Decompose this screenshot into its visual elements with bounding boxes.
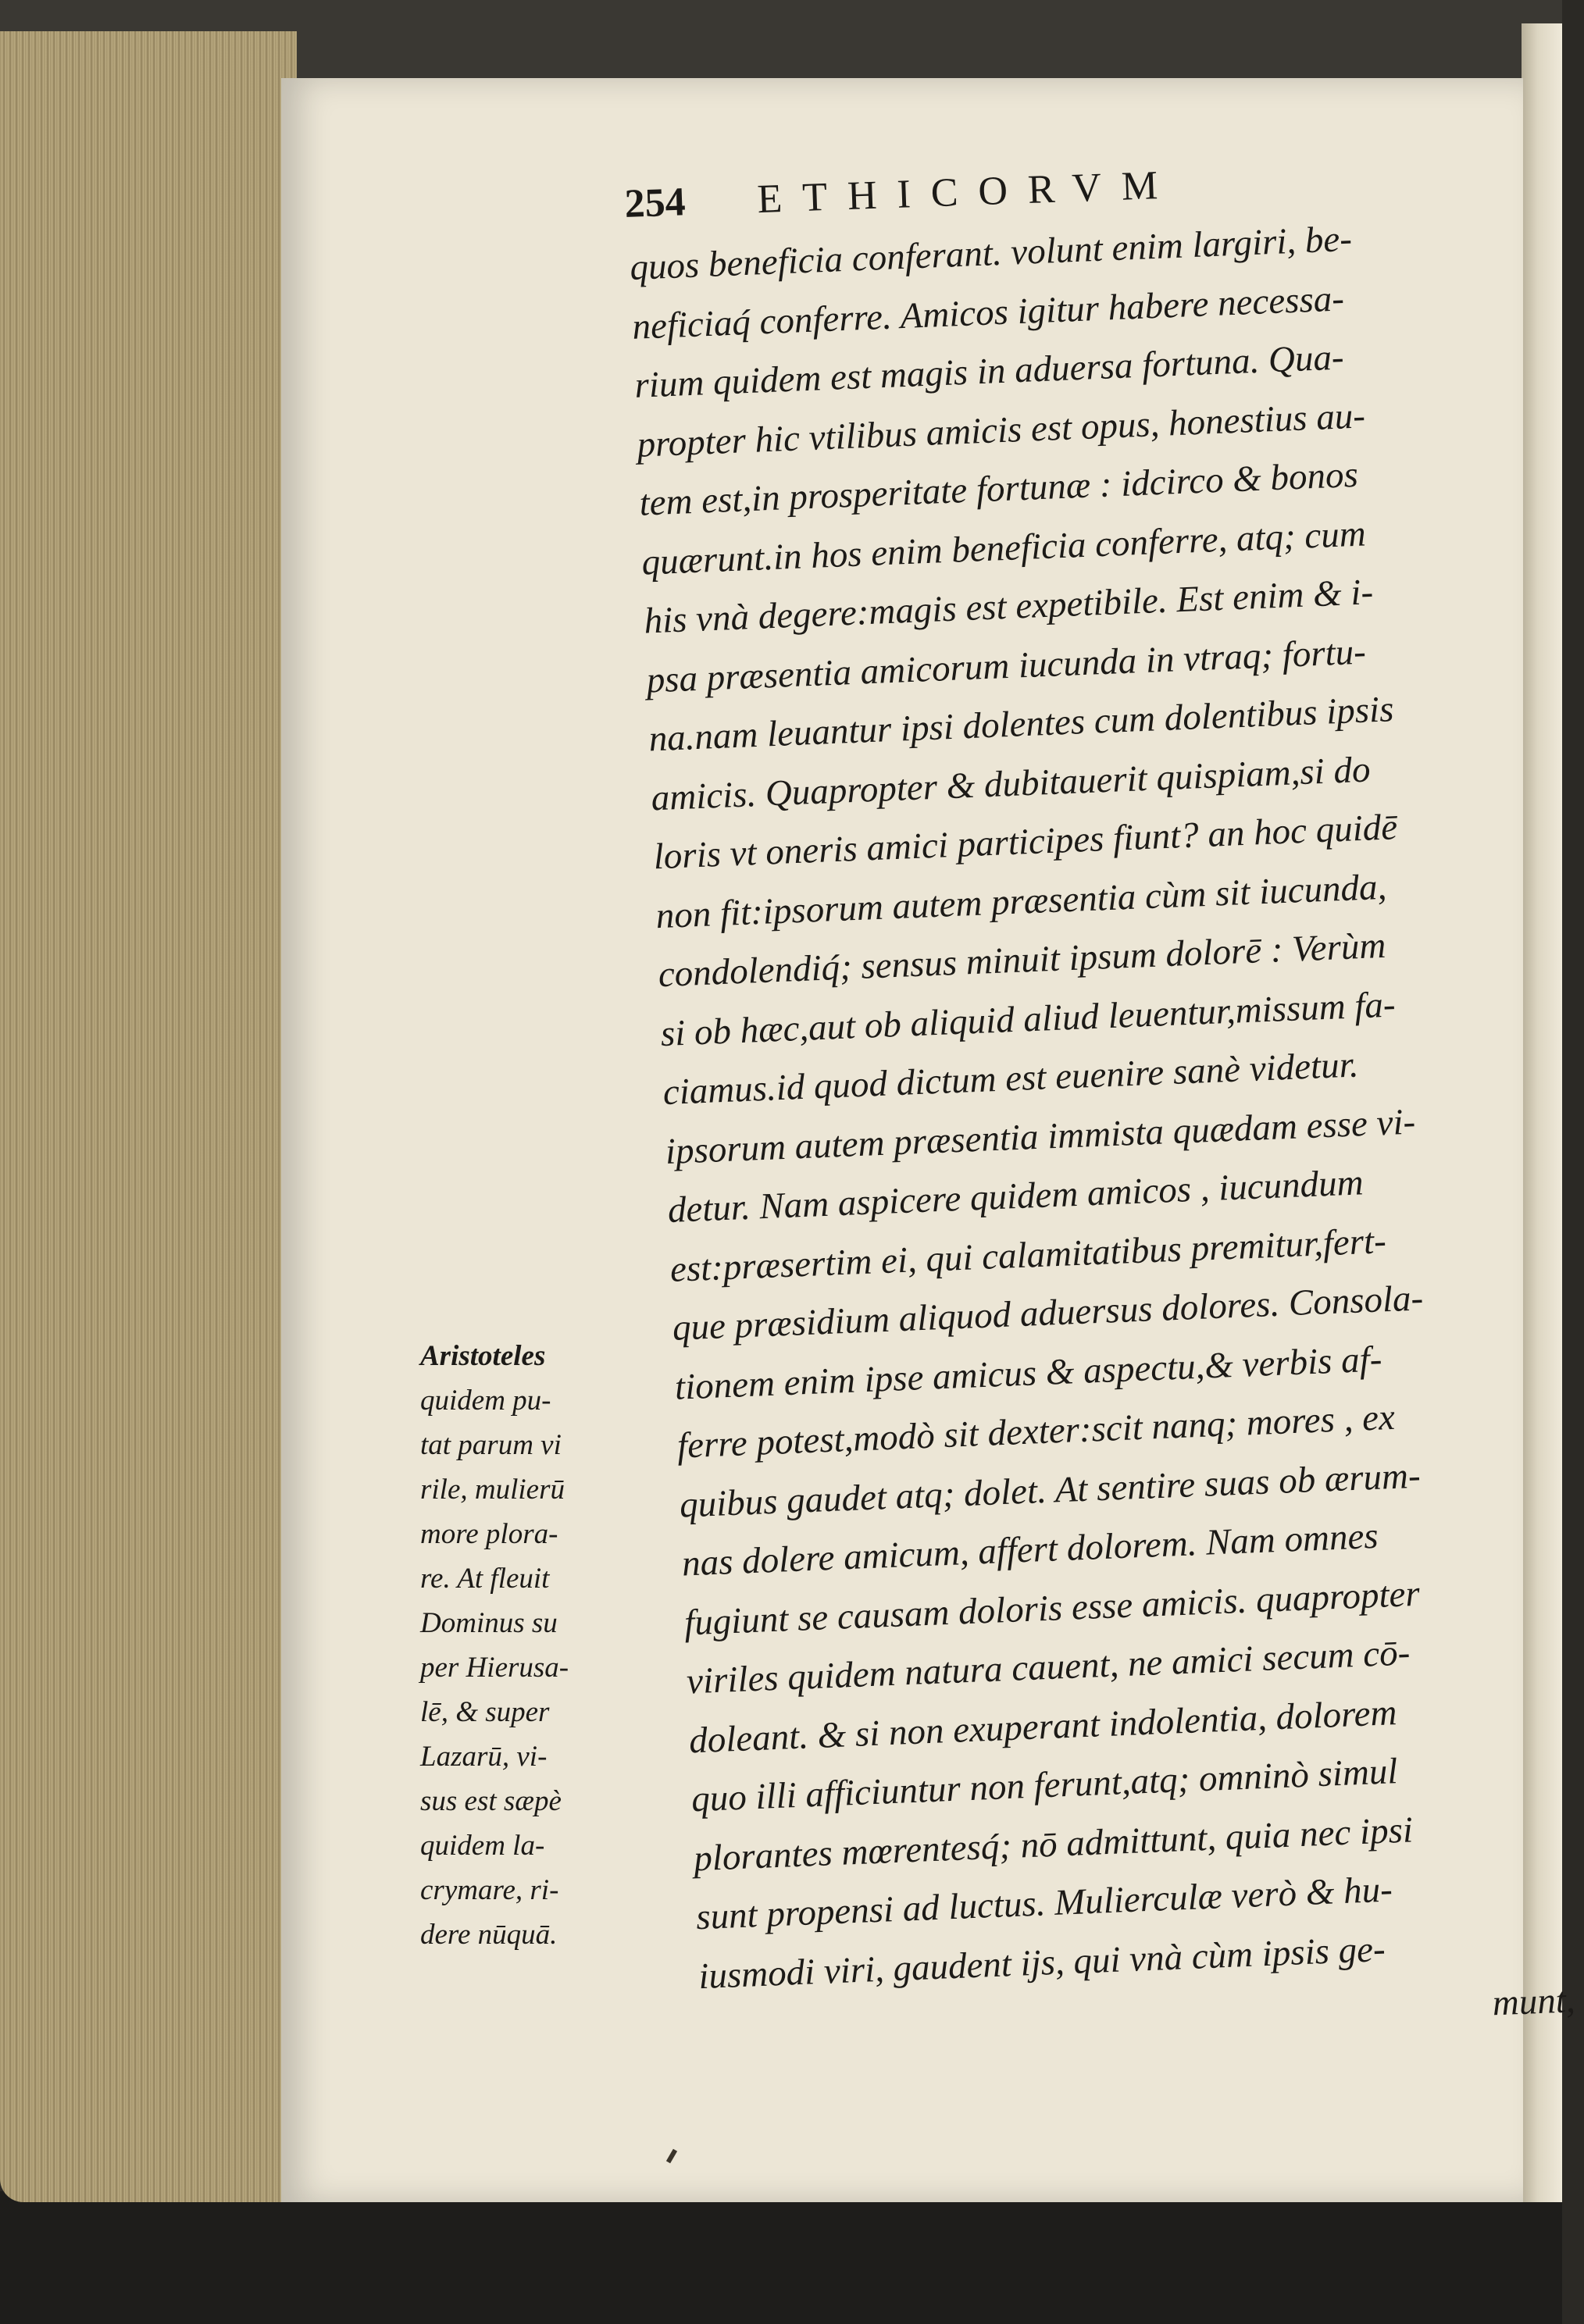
text-line: neficiaq́ conferre. Amicos igitur habere necessa- bbox=[631, 277, 1345, 348]
text-line: quo illi afficiuntur non ferunt,atq; omninò simul bbox=[690, 1751, 1399, 1820]
text-line: non fit:ipsorum autem præsentia cùm sit iucunda, bbox=[655, 866, 1388, 936]
text-line: condolendiq́; sensus minuit ipsum dolorē : Verùm bbox=[657, 925, 1387, 996]
margin-note-line: Dominus su bbox=[420, 1607, 558, 1639]
page-number: 254 bbox=[623, 180, 687, 226]
text-line: his vnà degere:magis est expetibile. Est enim & i- bbox=[643, 572, 1375, 642]
text-line: quærunt.in hos enim beneficia conferre, atq; cum bbox=[640, 512, 1367, 583]
margin-note-line: Lazarū, vi- bbox=[420, 1741, 548, 1773]
text-line: tionem enim ipse amicus & aspectu,& verbis af- bbox=[674, 1338, 1383, 1408]
text-line: rium quidem est magis in aduersa fortuna. Qua- bbox=[633, 337, 1345, 406]
text-line: fugiunt se causam doloris esse amicis. quapropter bbox=[683, 1573, 1421, 1644]
text-line: na.nam leuantur ipsi dolentes cum dolentibus ipsis bbox=[648, 689, 1395, 760]
main-text-block bbox=[629, 204, 1584, 2066]
text-line: munt, bbox=[1491, 1980, 1576, 2024]
margin-note-line: rile, mulierū bbox=[420, 1474, 565, 1506]
text-line: iusmodi viri, gaudent ijs, qui vnà cùm ipsis ge- bbox=[697, 1928, 1386, 1997]
text-line: plorantes mœrentesq́; nō admittunt, quia nec ipsi bbox=[693, 1809, 1414, 1879]
margin-note-line: dere nūquā. bbox=[420, 1919, 558, 1951]
text-line: est:præsertim ei, qui calamitatibus premitur,fert- bbox=[669, 1220, 1387, 1290]
text-line: viriles quidem natura cauent, ne amici secum cō- bbox=[686, 1632, 1411, 1702]
text-line: doleant. & si non exuperant indolentia, dolorem bbox=[688, 1691, 1398, 1761]
margin-note-line: tat parum vi bbox=[420, 1429, 562, 1461]
text-line: ipsorum autem præsentia immista quædam esse vi- bbox=[664, 1101, 1417, 1172]
background-bottom bbox=[0, 2191, 1562, 2324]
text-line: loris vt oneris amici participes fiunt? an hoc quidē bbox=[652, 807, 1399, 878]
margin-note-line: sus est sæpè bbox=[420, 1785, 562, 1817]
text-line: tem est,in prosperitate fortunæ : idcirco & bonos bbox=[638, 454, 1359, 524]
margin-note-line: quidem la- bbox=[420, 1830, 545, 1862]
text-line: sunt propensi ad luctus. Mulierculæ verò & hu- bbox=[695, 1869, 1393, 1938]
running-title: ETHICORVM bbox=[756, 162, 1179, 223]
margin-note-line: crymare, ri- bbox=[420, 1874, 559, 1906]
margin-note-line: Aristoteles bbox=[420, 1340, 546, 1372]
text-line: nas dolere amicum, affert dolorem. Nam omnes bbox=[681, 1515, 1379, 1584]
text-line: ferre potest,modò sit dexter:scit nanq; mores , ex bbox=[676, 1396, 1396, 1467]
text-line: quos beneficia conferant. volunt enim largiri, be- bbox=[629, 218, 1353, 288]
text-line: que præsidium aliquod aduersus dolores. Consola- bbox=[671, 1278, 1425, 1349]
text-line: quibus gaudet atq; dolet. At sentire suas ob ærum- bbox=[679, 1455, 1422, 1526]
book-page-edges bbox=[0, 31, 297, 2202]
text-line: ciamus.id quod dictum est euenire sanè videtur. bbox=[662, 1044, 1360, 1114]
margin-note-line: re. At fleuit bbox=[420, 1563, 550, 1595]
margin-note-line: per Hierusa- bbox=[420, 1652, 569, 1684]
margin-note-line: lē, & super bbox=[420, 1696, 550, 1728]
text-line: si ob hæc,aut ob aliquid aliud leuentur,missum fa- bbox=[659, 983, 1397, 1054]
text-line: amicis. Quapropter & dubitauerit quispiam,si do bbox=[650, 748, 1372, 818]
margin-note-line: more plora- bbox=[420, 1518, 558, 1550]
text-line: psa præsentia amicorum iucunda in vtraq; fortu- bbox=[645, 631, 1367, 701]
margin-note-line: quidem pu- bbox=[420, 1385, 551, 1417]
text-line: propter hic vtilibus amicis est opus, honestius au- bbox=[636, 394, 1366, 465]
margin-note bbox=[420, 1334, 631, 1957]
text-line: detur. Nam aspicere quidem amicos , iucundum bbox=[666, 1162, 1365, 1231]
